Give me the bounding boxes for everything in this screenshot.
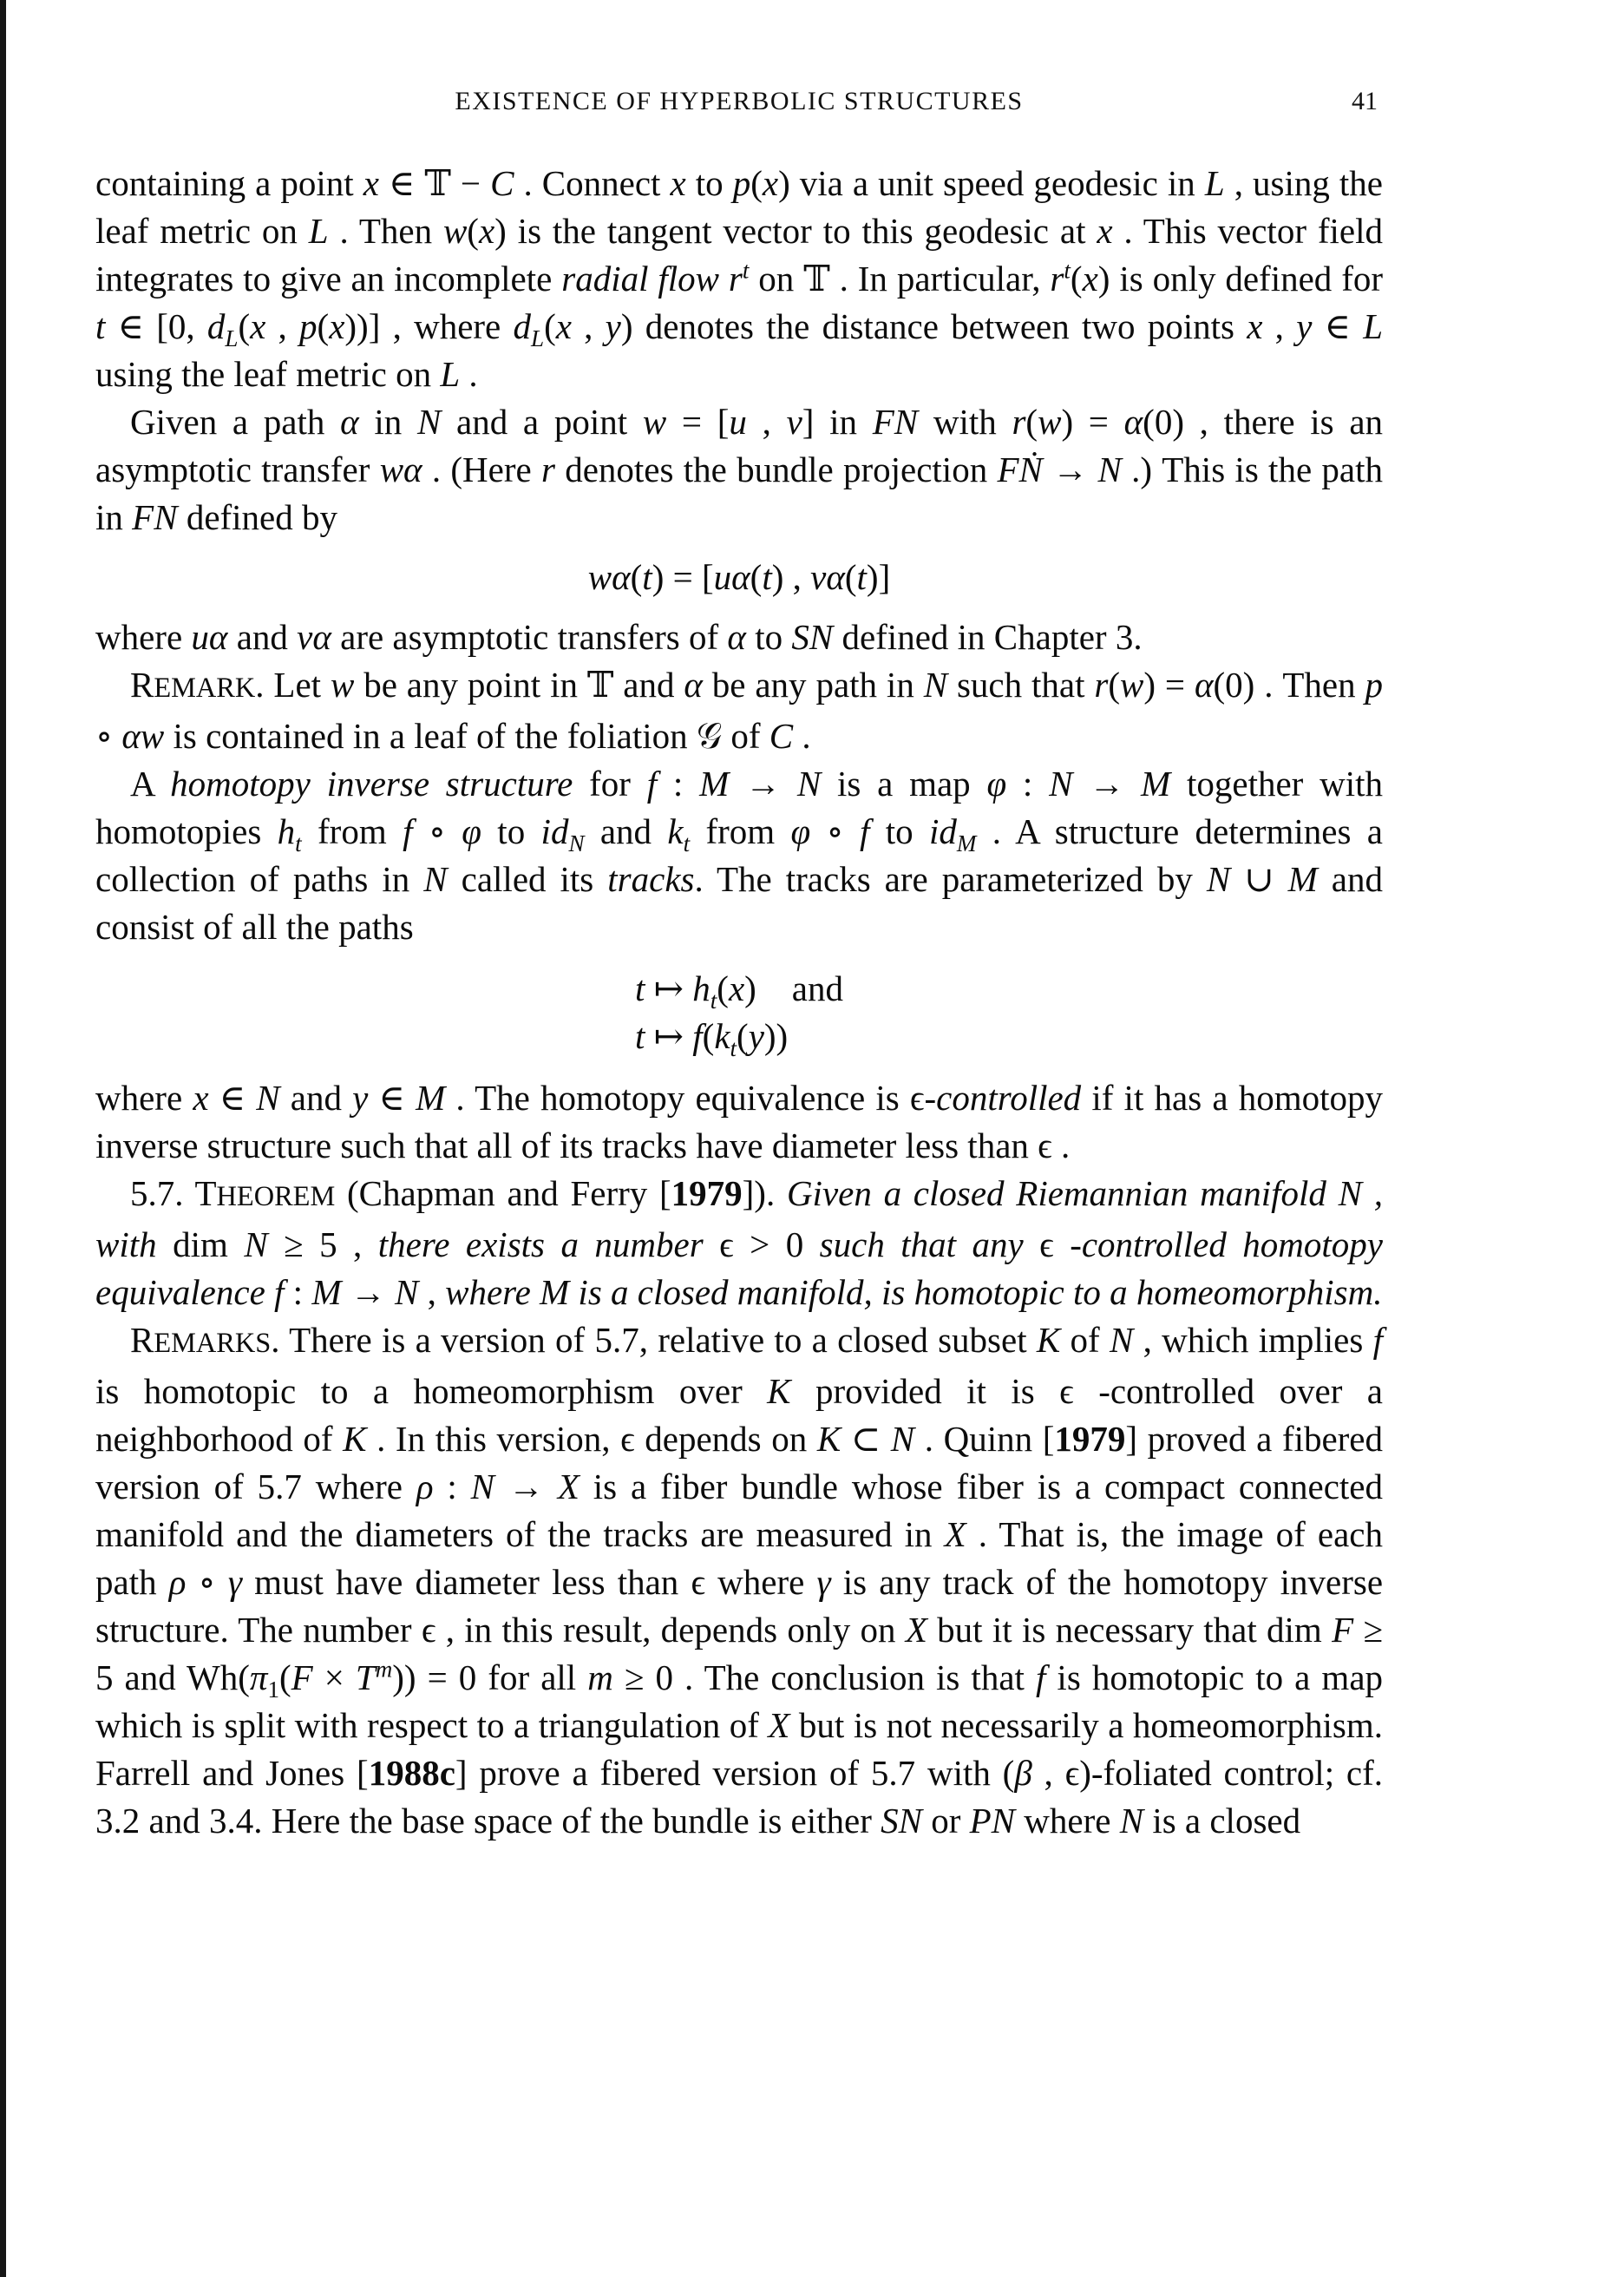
paragraph-radial-flow: containing a point x ∈ 𝕋 − C . Connect x to p(x) via a unit speed geodesic in L , using the leaf metric on L . Then w(x) is the tangent vector to this geodesic at x . This vector field integrates to give an incomplete radial flow $r^t$ on 𝕋 . In particular, $r^t(x)$ is only defined for t ∈ [0, $d_L(x$ , p(x))] , where $d_L(x$ , y) denotes the distance between two points x , y ∈ L using the leaf metric on L . bbox=[95, 163, 1384, 394]
paragraph-where-transfers: where uα and vα are asymptotic transfers of α to SN defined in Chapter 3. bbox=[95, 617, 1143, 657]
paragraph-remark: REMARK. Let w be any point in 𝕋 and α be any path in N such that r(w) = α(0) . Then p ∘ αw is contained in a leaf of the foliation 𝒢 of C . bbox=[95, 665, 1383, 756]
running-title: EXISTENCE OF HYPERBOLIC STRUCTURES bbox=[455, 87, 1024, 115]
scan-edge-artifact bbox=[0, 0, 6, 2277]
paragraph-epsilon-controlled: where x ∈ N and y ∈ M . The homotopy equivalence is ϵ-controlled if it has a homotopy inverse structure such that all of its tracks have diameter less than ϵ . bbox=[95, 1078, 1383, 1165]
paragraph-asymptotic-transfer: Given a path α in N and a point w = [u , v] in FN with r(w) = α(0) , there is an asymptotic transfer wα . (Here r denotes the bundle projection FṄ → N .) This is the path in FN defined by bbox=[95, 402, 1384, 537]
text-column bbox=[95, 160, 1383, 1845]
page-number: 41 bbox=[1352, 87, 1378, 115]
paragraph-homotopy-inverse-structure: A homotopy inverse structure for f : M → N is a map φ : N → M together with homotopies $h_t$ from f ∘ φ to $id_N$ and $k_t$ from φ ∘ f to $id_M$ . A structure determines a collection of paths in N called its tracks. The tracks are parameterized by N ∪ M and consist of all the paths bbox=[95, 764, 1383, 947]
display-equation-transfer: wα(t) = [uα(t) , vα(t)] bbox=[587, 557, 891, 597]
page-header bbox=[95, 87, 1383, 116]
equation-lines bbox=[635, 965, 843, 1060]
equation-track-line-1: t ↦ $h_t(x)$ and bbox=[635, 968, 843, 1014]
paragraph-theorem-5-7: 5.7. THEOREM (Chapman and Ferry [1979]). Given a closed Riemannian manifold N , with dim N ≥ 5 , there exists a number ϵ > 0 such that any ϵ -controlled homotopy equivalence f : M → N , where M is a closed manifold, is homotopic to a homeomorphism. bbox=[95, 1173, 1384, 1312]
display-equation-tracks bbox=[95, 965, 1383, 1060]
equation-track-line-2: t ↦ $f(k_t(y))$ bbox=[635, 1016, 789, 1062]
paragraph-remarks: REMARKS. There is a version of 5.7, relative to a closed subset K of N , which implies f is homotopic to a homeomorphism over K provided it is ϵ -controlled over a neighborhood of K . In this version, ϵ depends on K ⊂ N . Quinn [1979] proved a fibered version of 5.7 where ρ : N → X is a fiber bundle whose fiber is a compact connected manifold and the diameters of the tracks are measured in X . That is, the image of each path ρ ∘ γ must have diameter less than ϵ where γ is any track of the homotopy inverse structure. The number ϵ , in this result, depends only on X but it is necessary that dim F ≥ 5 and $Wh(\pi_1(F \times T^m)) = 0$ for all m ≥ 0 . The conclusion is that f is homotopic to a map which is split with respect to a triangulation of X but is not necessarily a homeomorphism. Farrell and Jones [1988c] prove a fibered version of 5.7 with (β , ϵ)-foliated control; cf. 3.2 and 3.4. Here the base space of the bundle is either SN or PN where N is a closed bbox=[95, 1320, 1384, 1841]
